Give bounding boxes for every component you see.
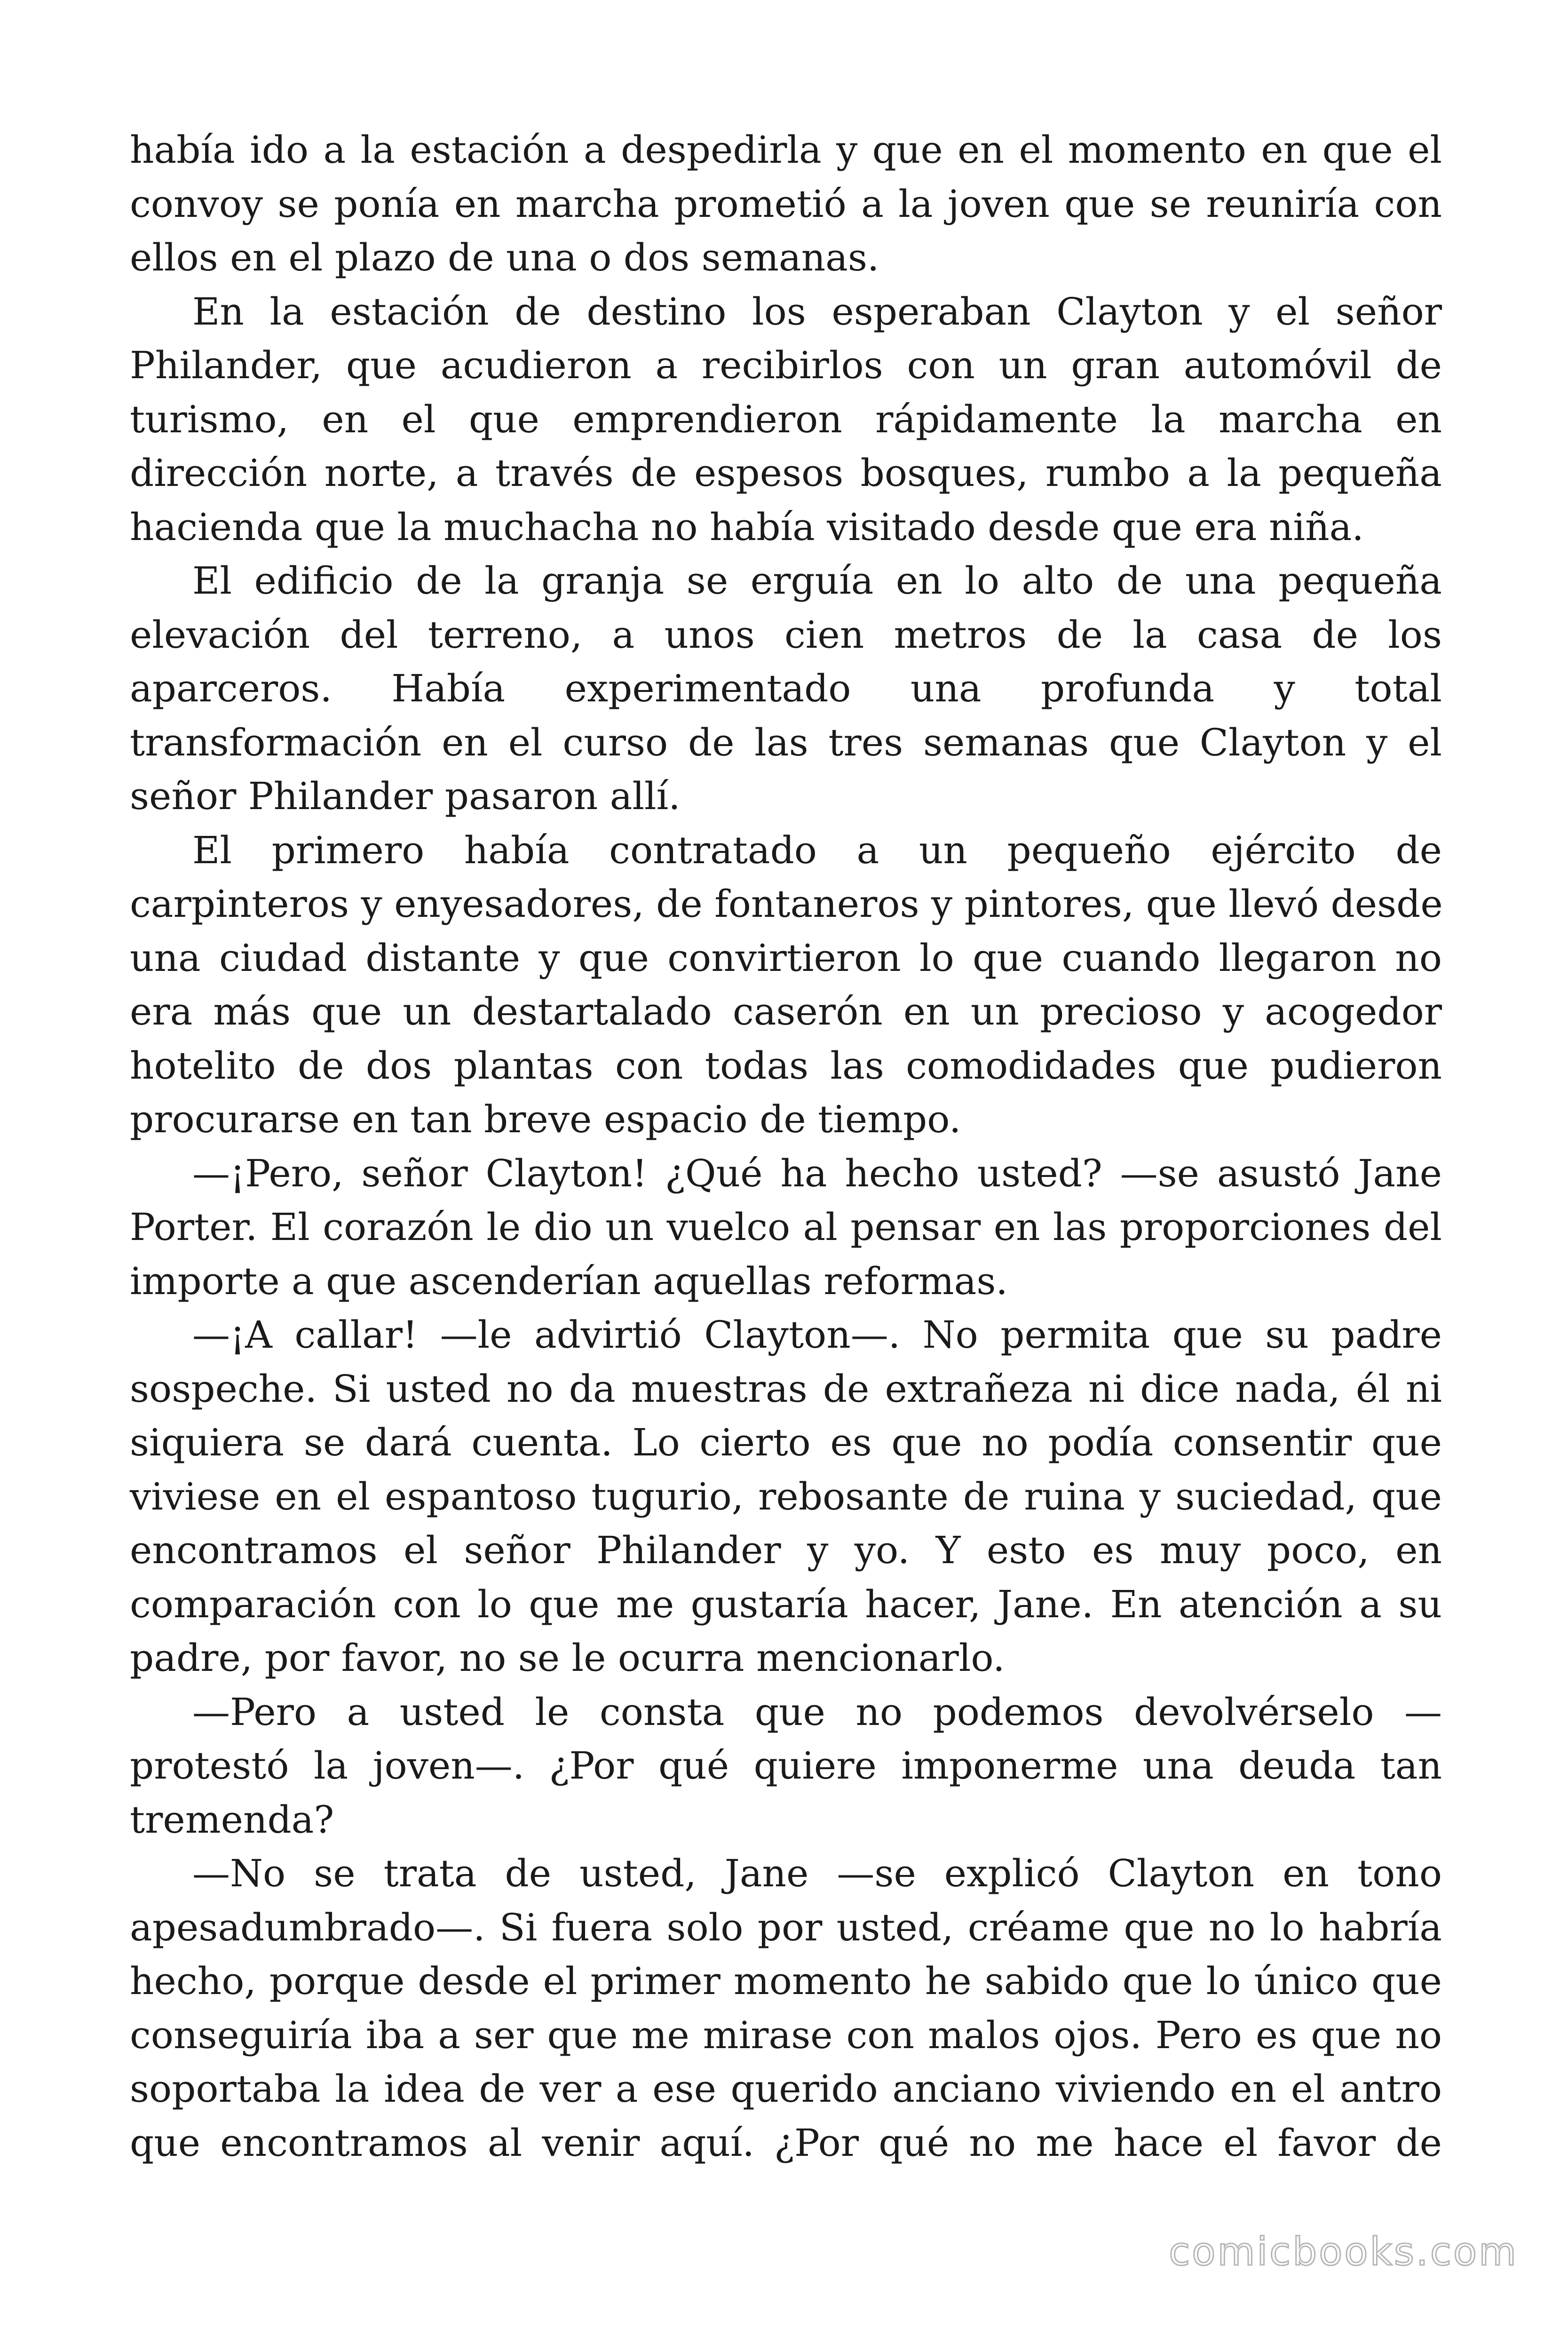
text-line: turismo, en el que emprendieron rápidamente la marcha en [130, 397, 1442, 441]
text-line: sospeche. Si usted no da muestras de extrañeza ni dice nada, él ni [130, 1367, 1442, 1411]
text-line: El edificio de la granja se erguía en lo alto de una pequeña [192, 559, 1442, 603]
text-line: transformación en el curso de las tres semanas que Clayton y el [130, 720, 1442, 764]
text-line: soportaba la idea de ver a ese querido anciano viviendo en el antro [130, 2067, 1442, 2111]
text-line: padre, por favor, no se le ocurra mencionarlo. [130, 1636, 1005, 1680]
text-line: siquiera se dará cuenta. Lo cierto es que no podía consentir que [130, 1421, 1442, 1464]
text-line: procurarse en tan breve espacio de tiempo. [130, 1097, 961, 1141]
text-line: era más que un destartalado caserón en un precioso y acogedor [130, 990, 1442, 1033]
text-line: señor Philander pasaron allí. [130, 774, 681, 818]
text-line: conseguiría iba a ser que me mirase con malos ojos. Pero es que no [130, 2013, 1442, 2057]
text-line: aparceros. Había experimentado una profunda y total [130, 667, 1442, 710]
watermark: comicbooks.com [1169, 2230, 1518, 2274]
text-line: había ido a la estación a despedirla y que en el momento en que el [130, 128, 1442, 172]
text-line: viviese en el espantoso tugurio, rebosante de ruina y suciedad, que [130, 1474, 1442, 1518]
text-line: hotelito de dos plantas con todas las comodidades que pudieron [130, 1043, 1442, 1088]
text-line: hacienda que la muchacha no había visitado desde que era niña. [130, 505, 1364, 549]
text-line: ellos en el plazo de una o dos semanas. [130, 236, 879, 279]
text-line: apesadumbrado—. Si fuera solo por usted, créame que no lo habría [130, 1905, 1442, 1949]
text-line: tremenda? [130, 1797, 334, 1842]
text-line: —Pero a usted le consta que no podemos devolvérselo — [192, 1690, 1442, 1734]
text-line: encontramos el señor Philander y yo. Y esto es muy poco, en [130, 1528, 1442, 1572]
text-line: protestó la joven—. ¿Por qué quiere imponerme una deuda tan [130, 1744, 1442, 1788]
text-line: importe a que ascenderían aquellas reformas. [130, 1259, 1008, 1303]
text-line: —¡Pero, señor Clayton! ¿Qué ha hecho usted? —se asustó Jane [192, 1151, 1442, 1195]
text-line: El primero había contratado a un pequeño ejército de [192, 828, 1442, 872]
text-line: convoy se ponía en marcha prometió a la joven que se reuniría con [130, 182, 1442, 226]
body-text [130, 123, 1442, 2170]
text-line: carpinteros y enyesadores, de fontaneros y pintores, que llevó desde [130, 882, 1443, 926]
text-line: Porter. El corazón le dio un vuelco al pensar en las proporciones del [130, 1205, 1442, 1249]
text-line: dirección norte, a través de espesos bosques, rumbo a la pequeña [130, 451, 1442, 495]
text-line: Philander, que acudieron a recibirlos con un gran automóvil de [130, 343, 1442, 387]
text-line: —No se trata de usted, Jane —se explicó Clayton en tono [192, 1851, 1442, 1895]
text-line: una ciudad distante y que convirtieron lo que cuando llegaron no [130, 936, 1442, 980]
text-line: comparación con lo que me gustaría hacer, Jane. En atención a su [130, 1582, 1442, 1626]
text-line: que encontramos al venir aquí. ¿Por qué no me hace el favor de [130, 2121, 1442, 2165]
text-line: —¡A callar! —le advirtió Clayton—. No permita que su padre [192, 1313, 1442, 1357]
text-line: hecho, porque desde el primer momento he sabido que lo único que [130, 1959, 1442, 2003]
text-line: En la estación de destino los esperaban Clayton y el señor [192, 289, 1442, 334]
text-line: elevación del terreno, a unos cien metros de la casa de los [130, 612, 1442, 657]
